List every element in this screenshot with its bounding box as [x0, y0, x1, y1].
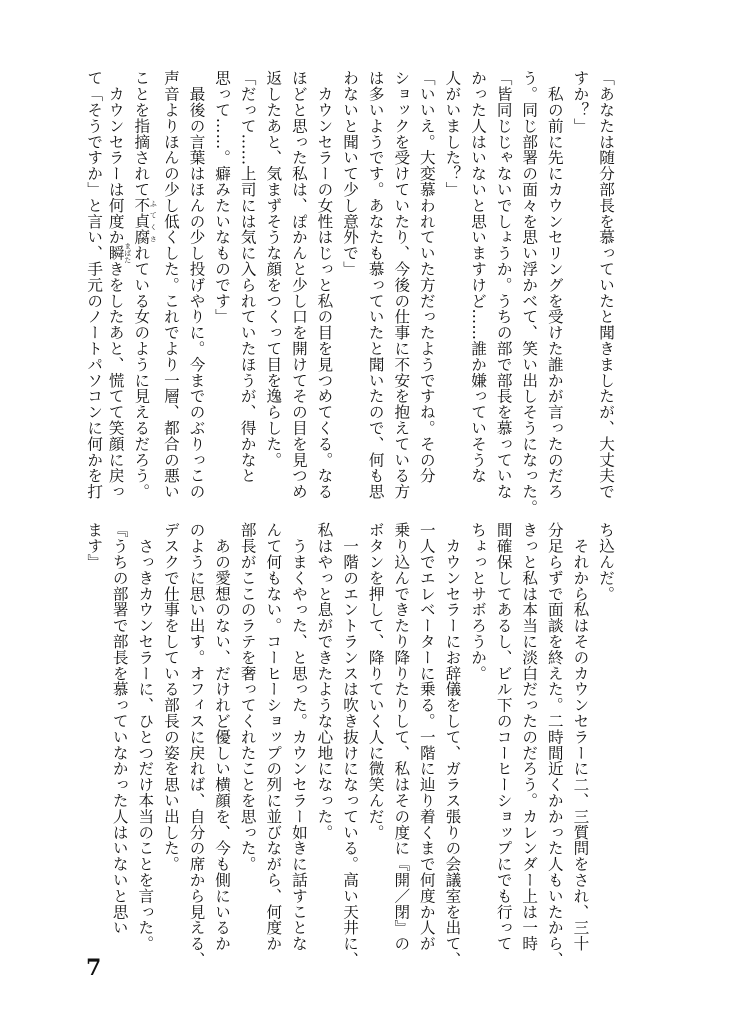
text-column: のように思い出す。オフィスに戻れば、自分の席から見える、 [187, 522, 206, 968]
text-column: 「皆同じじゃないでしょうか。うちの部で部長を慕っていな [494, 70, 513, 500]
ruby-reading: ふてくさ [149, 197, 158, 245]
ruby-base: 不貞腐 [132, 197, 151, 245]
page-number: 7 [86, 955, 102, 981]
text-column: 思って……。癖みたいなものです」 [213, 70, 232, 325]
text-column: 最後の言葉はほんの少し投げやりに。今までのぶりっこの [187, 70, 206, 500]
ruby-base: 瞬 [106, 242, 125, 264]
text-segment: きをしたあと、慌てて笑顔に戻っ [106, 260, 125, 500]
ruby-annotation [132, 197, 158, 245]
text-column: 部長がここのラテを奢ってくれたことを思った。 [238, 522, 257, 872]
text-column-with-ruby [132, 70, 158, 510]
text-column: て「そうですか」と言い、手元のノートパソコンに何かを打 [85, 70, 104, 500]
text-column: ボタンを押して、降りていく人に微笑んだ。 [366, 522, 385, 840]
text-column: 私の前に先にカウンセリングを受けた誰かが言ったのだろ [545, 70, 564, 500]
text-column: う。同じ部署の面々を思い浮かべて、笑い出しそうになった。 [520, 70, 539, 516]
text-block-bottom [80, 522, 618, 968]
text-column: ショックを受けていたり、今後の仕事に不安を抱えている方 [392, 70, 411, 500]
text-column: カウンセラーにお辞儀をして、ガラス張りの会議室を出て、 [443, 522, 462, 968]
text-column: 乗り込んできたり降りたりして、私はその度に『開／閉』の [392, 522, 411, 952]
text-column: 私はやっと息ができたような心地になった。 [315, 522, 334, 840]
text-column: 「だって……上司には気に入られていたほうが、得かなと [238, 70, 257, 484]
text-column: ほどと思った私は、ぽかんと少し口を開けてその目を見つめ [289, 70, 308, 500]
ruby-annotation [106, 242, 132, 264]
text-column: さっきカウンセラーに、ひとつだけ本当のことを言った。 [136, 522, 155, 952]
text-column: わないと聞いて少し意外で」 [341, 70, 360, 277]
text-segment: カウンセラーは何度か [106, 70, 125, 245]
text-column: 「いいえ。大変慕われていた方だったようですね。その分 [417, 70, 436, 484]
text-column: すか？」 [571, 70, 590, 134]
text-column: 「あなたは随分部長を慕っていたと聞きましたが、大丈夫で [597, 70, 615, 500]
text-column: ます』 [85, 522, 104, 570]
text-column: は多いようです。あなたも慕っていたと聞いたので、何も思 [366, 70, 385, 500]
text-column: カウンセラーの女性はじっと私の目を見つめてくる。なる [315, 70, 334, 500]
text-column: それから私はそのカウンセラーに二、三質問をされ、三十 [571, 522, 590, 952]
text-column: デスクで仕事をしている部長の姿を思い出した。 [161, 522, 180, 872]
text-column: あの愛想のない、だけれど優しい横顔を、今も側にいるか [213, 522, 232, 952]
text-column: 分足らずで面談を終えた。二時間近くかかった人もいたから、 [545, 522, 564, 968]
text-column: 返したあと、気まずそうな顔をつくって目を逸らした。 [264, 70, 283, 468]
text-column: うまくやった、と思った。カウンセラー如きに話すことな [289, 522, 308, 952]
text-column: 人がいました？」 [443, 70, 462, 198]
text-column: きっと私は本当に淡白だったのだろう。カレンダー上は一時 [520, 522, 539, 952]
ruby-reading: まばた [123, 242, 132, 264]
text-column: 『うちの部署で部長を慕っていなかった人はいないと思い [110, 522, 129, 936]
text-column: んて何もない。コーヒーショップの列に並びながら、何度か [264, 522, 283, 952]
text-column: かった人はいないと思いますけど……誰か嫌っていそうな [469, 70, 488, 484]
text-column: 一人でエレベーターに乗る。一階に辿り着くまで何度か人が [417, 522, 436, 952]
text-column: 声音よりほんの少し低くした。これでより一層、都合の悪い [161, 70, 180, 500]
text-column: 一階のエントランスは吹き抜けになっている。高い天井に、 [341, 522, 360, 968]
text-segment: ことを指摘されて [132, 70, 151, 198]
text-block-top [80, 70, 618, 516]
text-column: ちょっとサボろうか。 [469, 522, 488, 681]
text-column: ち込んだ。 [597, 522, 615, 602]
text-column: 間確保してあるし、ビル下のコーヒーショップにでも行って [494, 522, 513, 952]
text-segment: れている女のように見えるだろう。 [132, 244, 151, 500]
